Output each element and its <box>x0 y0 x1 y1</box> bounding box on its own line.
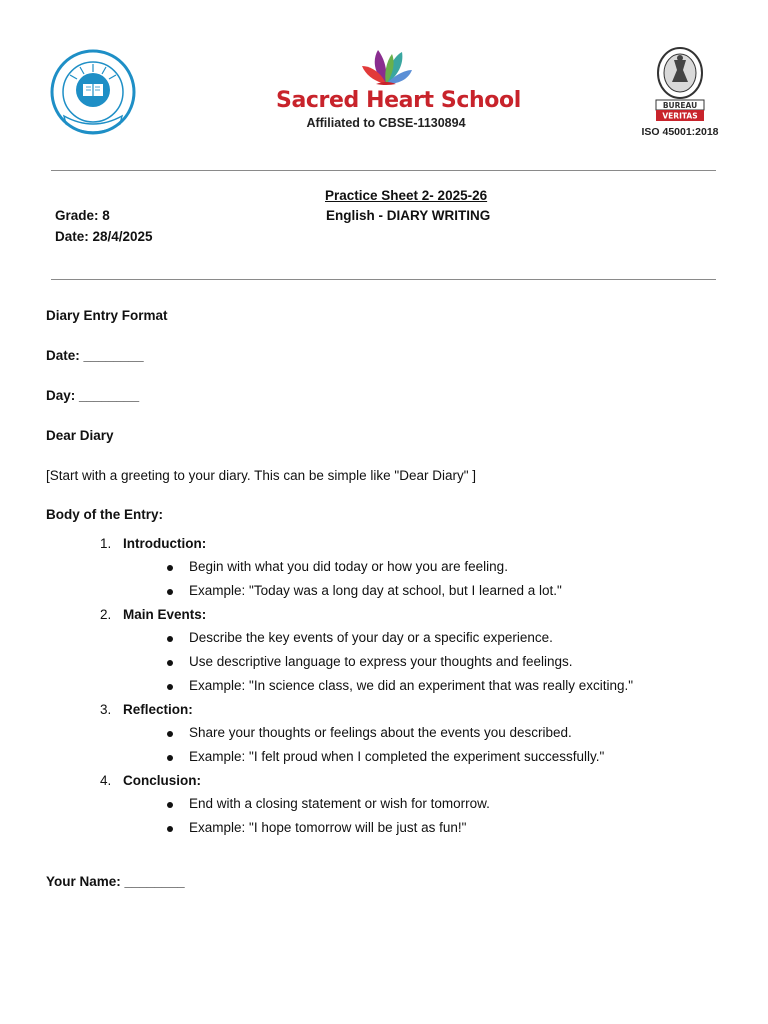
bv-bottom-text: VERITAS <box>662 111 698 121</box>
bullet-icon <box>167 636 173 642</box>
section-title-reflection: Reflection: <box>123 702 193 717</box>
lotus-logo-icon <box>354 46 418 86</box>
bullet-icon <box>167 684 173 690</box>
list-item: Describe the key events of your day or a specific experience. <box>189 630 553 645</box>
section-number: 1. <box>100 536 112 551</box>
header-divider-top <box>51 170 716 171</box>
list-item: Example: "I hope tomorrow will be just as fun!" <box>189 820 467 835</box>
list-item: Example: "I felt proud when I completed the experiment successfully." <box>189 749 605 764</box>
salutation: Dear Diary <box>46 428 114 443</box>
grade-label: Grade: 8 <box>55 208 110 223</box>
affiliation-text: Affiliated to CBSE-1130894 <box>306 116 466 130</box>
bullet-icon <box>167 565 173 571</box>
section-number: 3. <box>100 702 112 717</box>
section-number: 4. <box>100 773 112 788</box>
subject-label: English - DIARY WRITING <box>326 208 491 223</box>
name-blank-line: Your Name: ________ <box>46 874 185 889</box>
body-heading: Body of the Entry: <box>46 507 163 522</box>
list-item: Share your thoughts or feelings about the events you described. <box>189 725 572 740</box>
list-item: Example: "In science class, we did an experiment that was really exciting." <box>189 678 634 693</box>
iso-certification: ISO 45001:2018 <box>641 126 719 138</box>
date-blank-line: Date: ________ <box>46 348 144 363</box>
section-title-main-events: Main Events: <box>123 607 207 622</box>
school-name: Sacred Heart School <box>276 88 521 113</box>
cbse-logo <box>50 46 136 140</box>
header-divider-bottom <box>51 279 716 280</box>
bullet-icon <box>167 660 173 666</box>
greeting-note: [Start with a greeting to your diary. This can be simple like "Dear Diary" ] <box>46 468 477 483</box>
school-logo <box>276 46 521 146</box>
bullet-icon <box>167 589 173 595</box>
list-item: Example: "Today was a long day at school, but I learned a lot." <box>189 583 562 598</box>
format-heading: Diary Entry Format <box>46 308 168 323</box>
section-title-introduction: Introduction: <box>123 536 207 551</box>
list-item: Use descriptive language to express your thoughts and feelings. <box>189 654 573 669</box>
bullet-icon <box>167 802 173 808</box>
list-item: End with a closing statement or wish for tomorrow. <box>189 796 490 811</box>
sheet-title: Practice Sheet 2- 2025-26 <box>325 188 488 203</box>
bv-top-text: BUREAU <box>662 101 698 110</box>
date-label: Date: 28/4/2025 <box>55 229 153 244</box>
section-number: 2. <box>100 607 112 622</box>
bullet-icon <box>167 826 173 832</box>
bullet-icon <box>167 755 173 761</box>
list-item: Begin with what you did today or how you are feeling. <box>189 559 508 574</box>
section-title-conclusion: Conclusion: <box>123 773 201 788</box>
bureau-veritas-logo <box>636 46 724 146</box>
day-blank-line: Day: ________ <box>46 388 140 403</box>
bullet-icon <box>167 731 173 737</box>
letterhead <box>0 40 768 150</box>
